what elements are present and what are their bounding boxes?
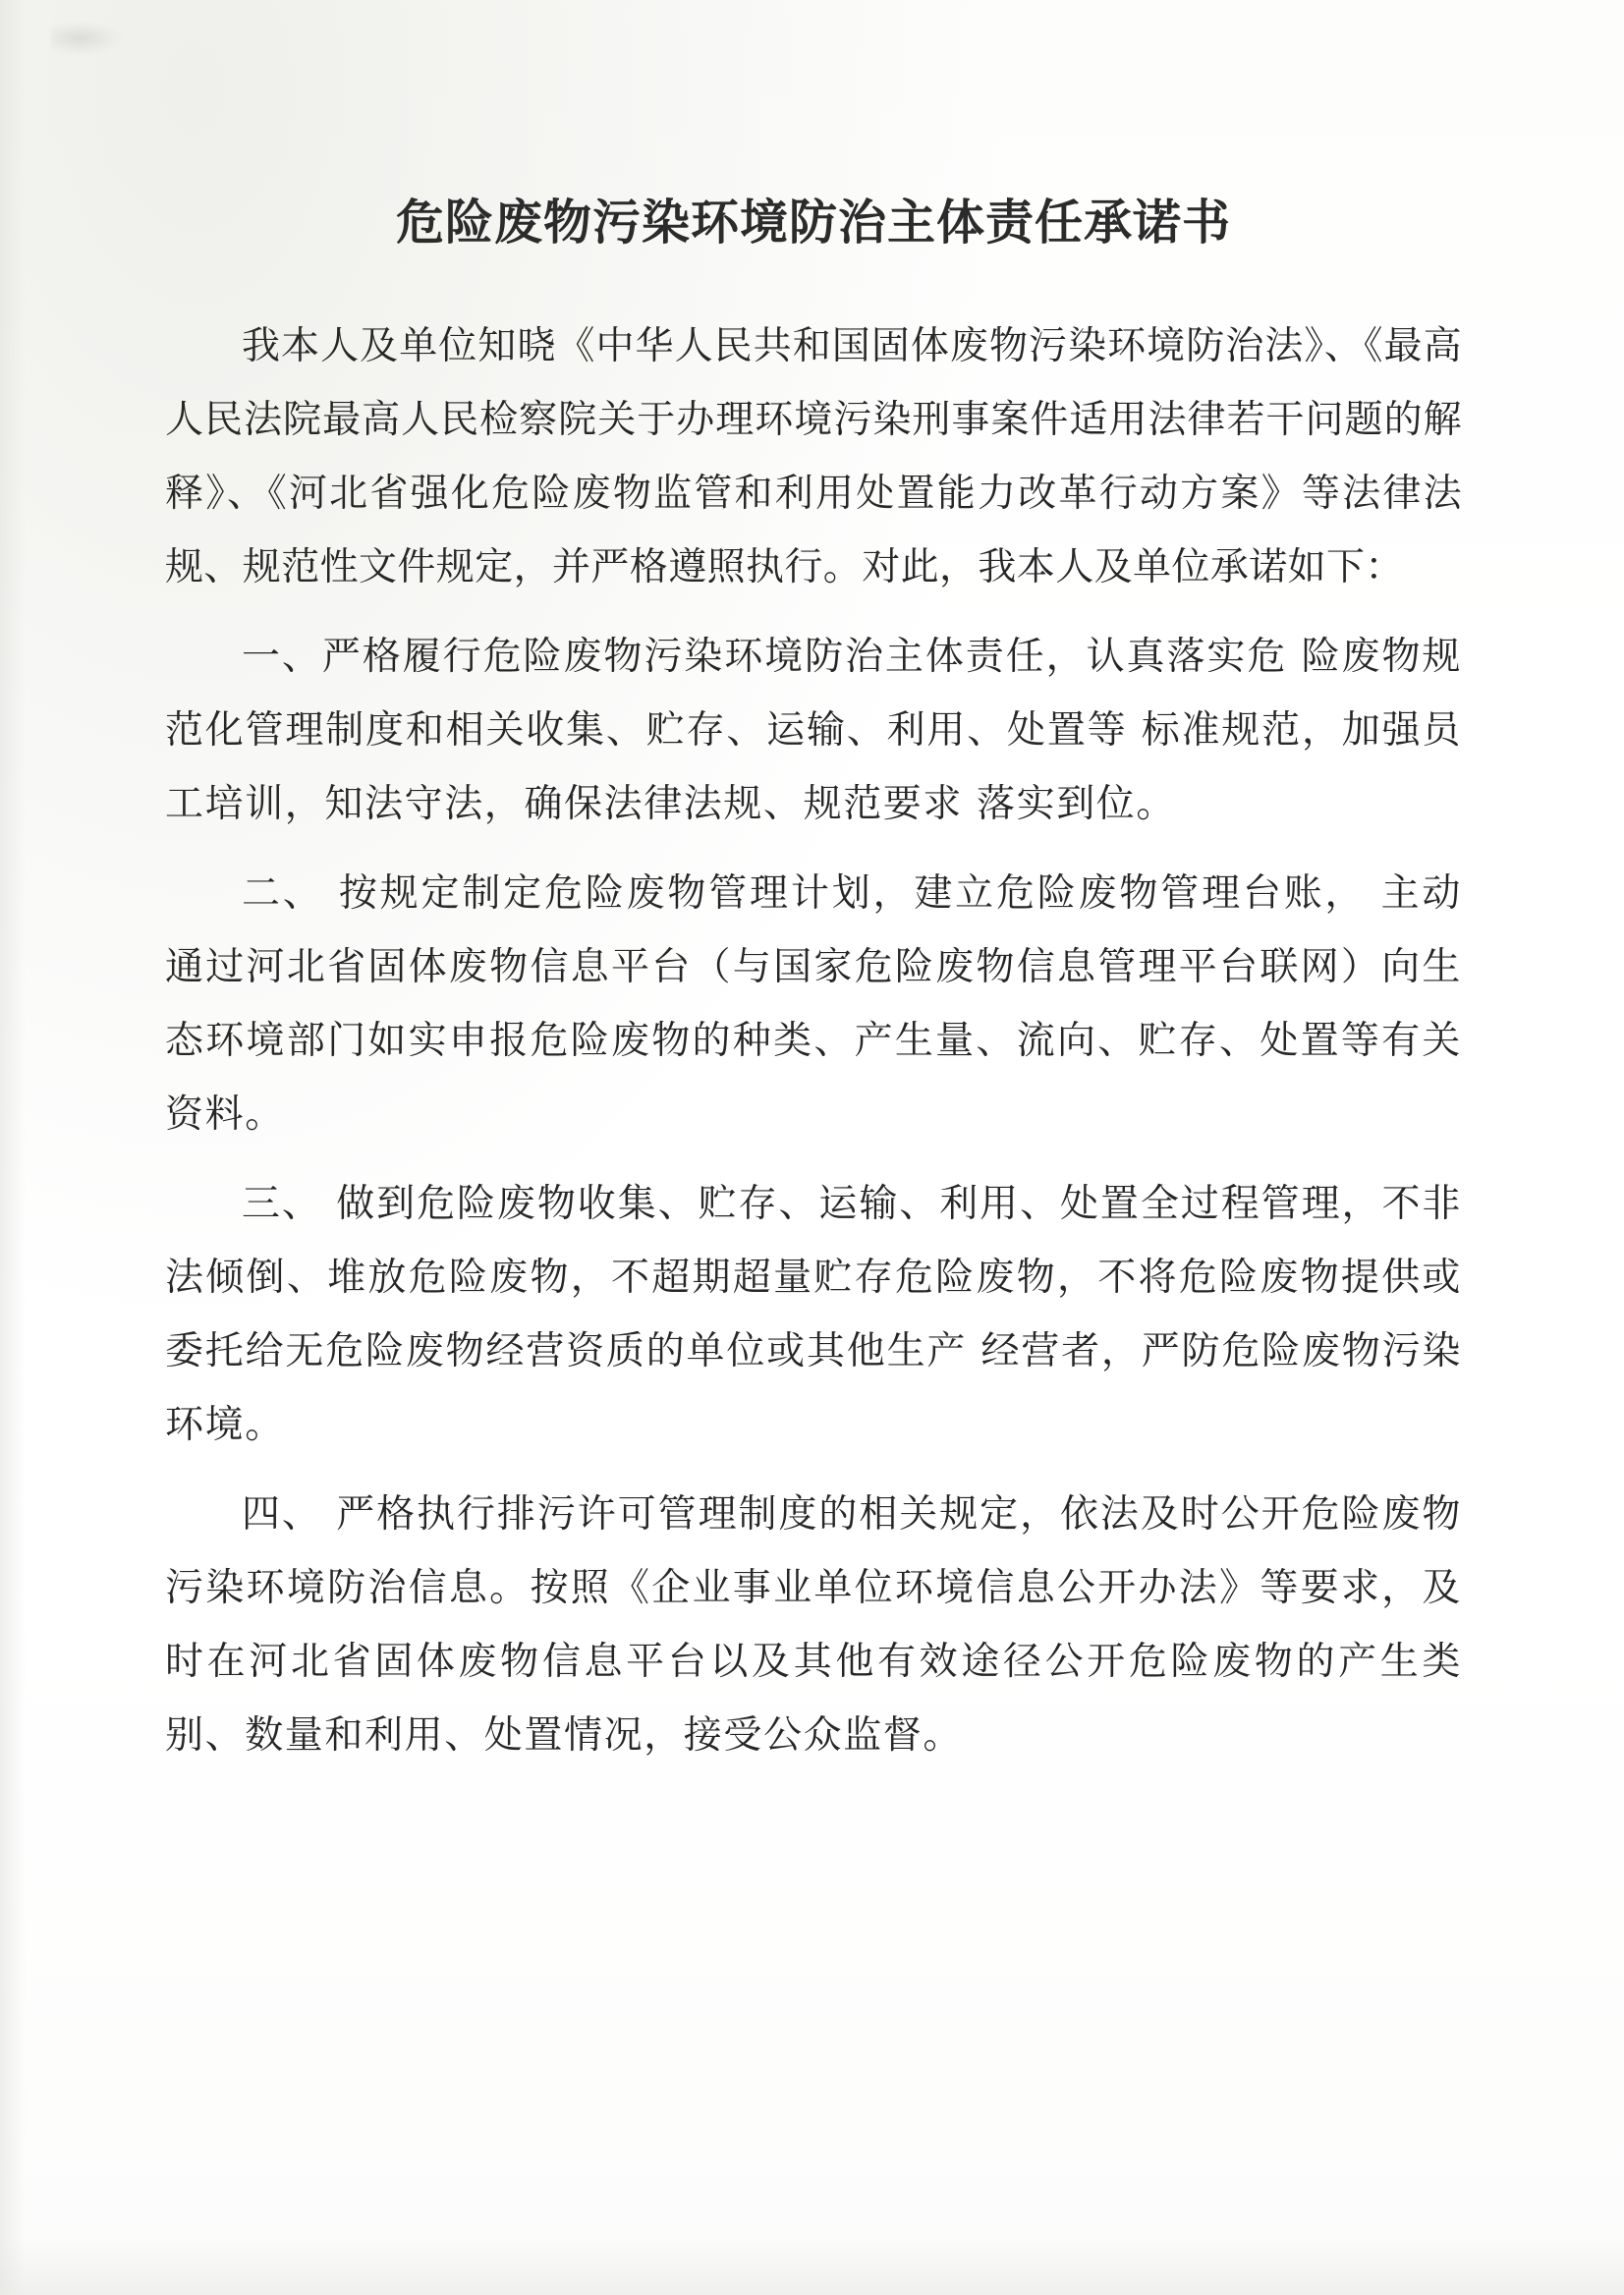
scan-edge-shadow-left	[0, 0, 26, 2295]
paragraph-item-4: 四、 严格执行排污许可管理制度的相关规定，依法及时公开危险废物污染环境防治信息。按照《企业事业单位环境信息公开办法》等要求，及时在河北省固体废物信息平台以及其他有效途径公开危险废物的产生类别、数量和利用、处置情况，接受公众监督。	[165, 1492, 1462, 1759]
document-content	[165, 193, 1462, 1778]
paragraph-item-3: 三、 做到危险废物收集、贮存、运输、利用、处置全过程管理，不非法倾倒、堆放危险废物，不超期超量贮存危险废物，不将危险废物提供或委托给无危险废物经营资质的单位或其他生产 经营者，严防危险废物污染环境。	[165, 1182, 1462, 1448]
paragraph-item-1: 一、严格履行危险废物污染环境防治主体责任，认真落实危 险废物规范化管理制度和相关收集、贮存、运输、利用、处置等 标准规范，加强员工培训，知法守法，确保法律法规、规范要求 落实到位。	[165, 635, 1462, 827]
scan-smudge-mark	[51, 22, 122, 55]
scan-edge-shadow-bottom	[0, 2236, 1624, 2295]
paragraph-item-2: 二、 按规定制定危险废物管理计划，建立危险废物管理台账， 主动通过河北省固体废物信息平台（与国家危险废物信息管理平台联网）向生态环境部门如实申报危险废物的种类、产生量、流向、贮存、处置等有关资料。	[165, 871, 1462, 1138]
page-title: 危险废物污染环境防治主体责任承诺书	[395, 195, 1231, 251]
paragraph-preamble: 我本人及单位知晓《中华人民共和国固体废物污染环境防治法》、《最高人民法院最高人民检察院关于办理环境污染刑事案件适用法律若干问题的解释》、《河北省强化危险废物监管和利用处置能力改革行动方案》等法律法规、规范性文件规定，并严格遵照执行。对此，我本人及单位承诺如下：	[165, 324, 1462, 590]
